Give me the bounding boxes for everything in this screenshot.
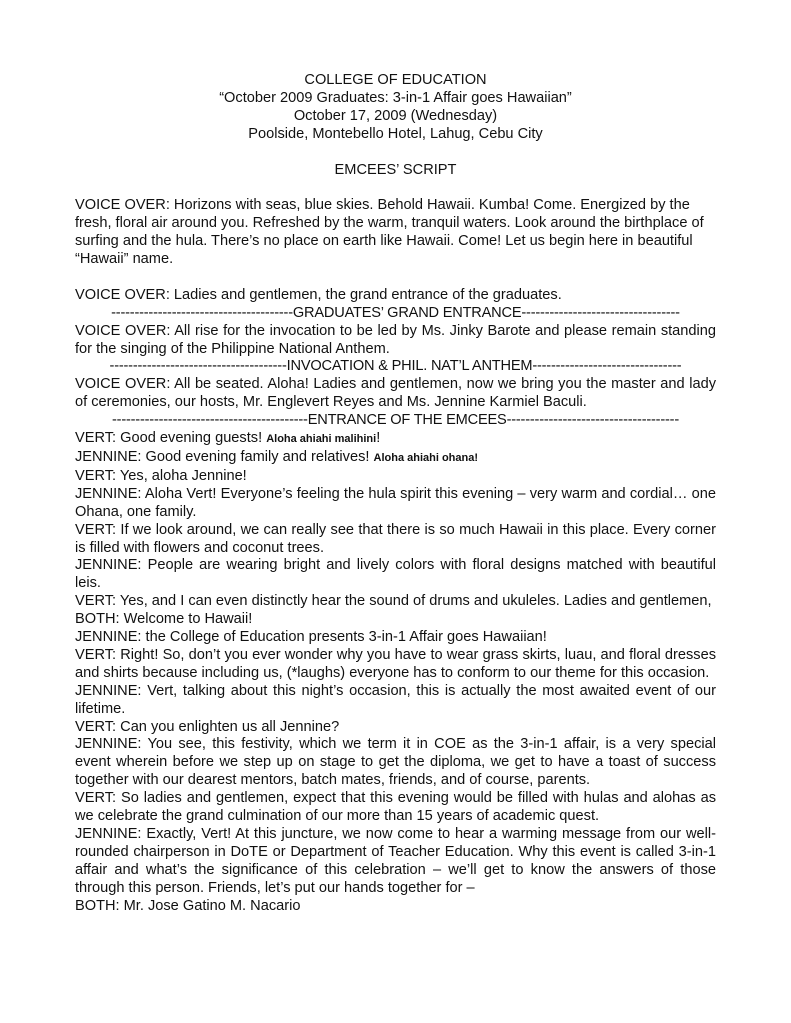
dialogue-text: VERT: Good evening guests! — [75, 430, 267, 447]
dialogue-line: VERT: Yes, aloha Jennine! — [75, 467, 247, 484]
voice-over-invocation: VOICE OVER: All rise for the invocation to be led by Ms. Jinky Barote and please remain standing for the singing of the Philippine National Anthem. — [75, 322, 716, 357]
dialogue-line: JENNINE: Aloha Vert! Everyone’s feeling the hula spirit this evening – very warm and cordial… one Ohana, one family. — [75, 485, 716, 520]
section-separator-invocation: --------------------------------------INVOCATION & PHIL. NAT’L ANTHEM-------------------------------- — [109, 358, 682, 375]
voice-over-grand-entrance: VOICE OVER: Ladies and gentlemen, the grand entrance of the graduates. — [75, 286, 562, 303]
dialogue-line: JENNINE: Exactly, Vert! At this juncture, we now come to hear a warming message from our well-rounded chairperson in DoTE or Department of Teacher Education. Why this event is called 3-in-1 affair and what’s the significance of this celebration – we’ll get to know the answers of those through this person. Friends, let’s put our hands together for – — [75, 826, 716, 896]
dialogue-line: VERT: So ladies and gentlemen, expect that this evening would be filled with hulas and alohas as we celebrate the grand culmination of our more than 15 years of academic quest. — [75, 790, 716, 825]
dialogue-line: JENNINE: You see, this festivity, which we term it in COE as the 3-in-1 affair, is a very special event wherein before we step up on stage to get the diploma, we get to have a toast of success together with our dearest mentors, batch mates, friends, and of course, parents. — [75, 736, 716, 789]
voice-over-intro: VOICE OVER: Horizons with seas, blue skies. Behold Hawaii. Kumba! Come. Energized by the fresh, floral air around you. Refreshed by the warm, tranquil waters. Look around the birthplace of surfing and the hula. There’s no place on earth like Hawaii. Come! Let us begin here in beautiful “Hawaii” name. — [75, 197, 704, 268]
dialogue-text: JENNINE: Good evening family and relatives! — [75, 448, 374, 465]
dialogue-text: ! — [376, 430, 381, 447]
dialogue-line: JENNINE: Vert, talking about this night’s occasion, this is actually the most awaited event of our lifetime. — [75, 682, 716, 717]
script-title: EMCEES’ SCRIPT — [334, 161, 457, 178]
dialogue-line: JENNINE: the College of Education presents 3-in-1 Affair goes Hawaiian! — [75, 629, 547, 646]
event-venue: Poolside, Montebello Hotel, Lahug, Cebu City — [248, 125, 543, 142]
dialogue-line: BOTH: Mr. Jose Gatino M. Nacario — [75, 897, 301, 914]
document-header — [75, 72, 716, 179]
dialogue-line: VERT: Can you enlighten us all Jennine? — [75, 718, 340, 735]
dialogue-line: VERT: If we look around, we can really see that there is so much Hawaii in this place. Every corner is filled with flowers and coconut trees. — [75, 521, 716, 556]
event-title: “October 2009 Graduates: 3-in-1 Affair goes Hawaiian” — [219, 89, 572, 106]
hawaiian-greeting: Aloha ahiahi ohana! — [373, 451, 479, 464]
script-page — [75, 72, 716, 916]
dialogue-line — [75, 430, 716, 449]
dialogue-line: JENNINE: People are wearing bright and lively colors with floral designs matched with beautiful leis. — [75, 557, 716, 592]
dialogue-line — [75, 449, 716, 468]
event-date: October 17, 2009 (Wednesday) — [293, 107, 498, 124]
dialogue-line: BOTH: Welcome to Hawaii! — [75, 611, 253, 628]
hawaiian-greeting: Aloha ahiahi malihini — [266, 433, 377, 446]
college-name: COLLEGE OF EDUCATION — [304, 72, 487, 88]
voice-over-emcees: VOICE OVER: All be seated. Aloha! Ladies and gentlemen, now we bring you the master and lady of ceremonies, our hosts, Mr. Englevert Reyes and Ms. Jennine Karmiel Baculi. — [75, 376, 716, 411]
dialogue-line: VERT: Right! So, don’t you ever wonder why you have to wear grass skirts, luau, and floral dresses and shirts because including us, (*laughs) everyone has to conform to our theme for this occasion. — [75, 646, 716, 681]
section-separator-emcees: ------------------------------------------ENTRANCE OF THE EMCEES------------------------------------- — [112, 412, 679, 429]
section-separator-graduates: ---------------------------------------GRADUATES’ GRAND ENTRANCE---------------------------------- — [111, 304, 680, 321]
dialogue-line: VERT: Yes, and I can even distinctly hear the sound of drums and ukuleles. Ladies and gentlemen, — [75, 593, 712, 610]
